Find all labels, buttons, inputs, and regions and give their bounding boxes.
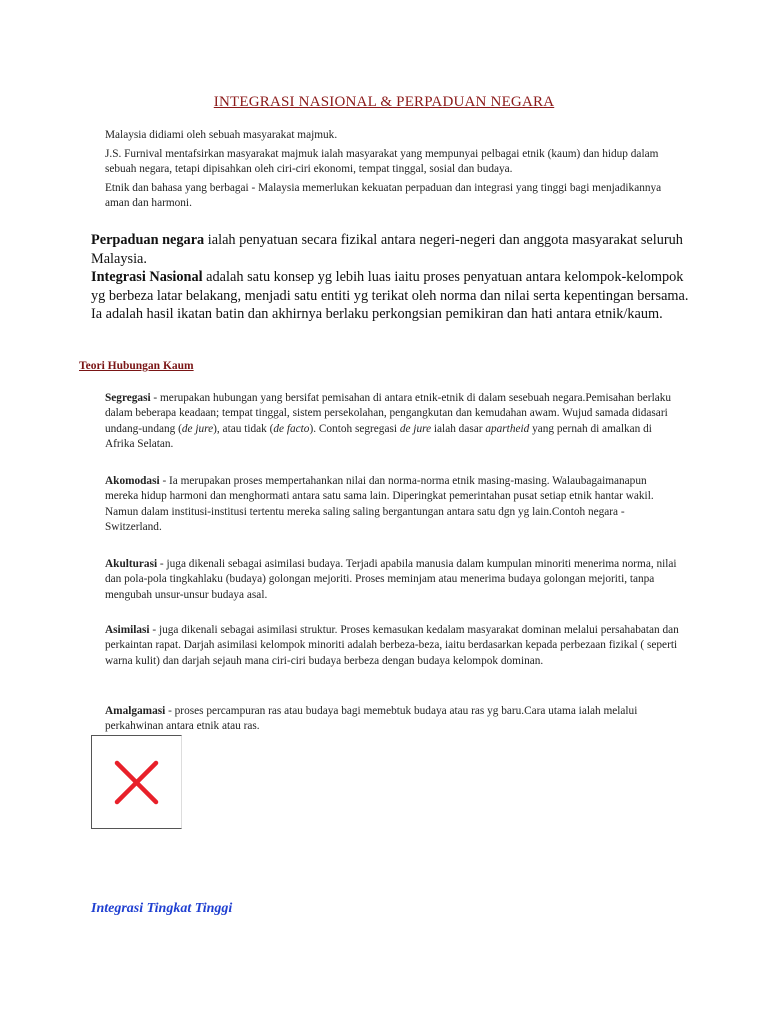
section-heading: Teori Hubungan Kaum [79, 360, 194, 372]
entry-text: - merupakan hubungan yang bersifat pemisahan di antara etnik-etnik di dalam sesebuah negara.Pemisahan berlaku dalam beberapa keadaan; tempat tinggal, sistem persekolahan, pengangkutan dan kemudahan awam. Wujud samada didasari undang-undang ( [105, 392, 672, 435]
intro-paragraph: J.S. Furnival mentafsirkan masyarakat majmuk ialah masyarakat yang mempunyai pelbagai etnik (kaum) dan hidup dalam sebuah negara, tetapi dipisahkan oleh ciri-ciri ekonomi, tempat tinggal, sosial dan budaya. [105, 147, 659, 175]
term-label: Akulturasi [105, 558, 158, 570]
broken-image-placeholder [91, 735, 182, 829]
definitions-section [91, 231, 691, 324]
entry-text: ialah dasar [431, 422, 486, 435]
term-label: Segregasi [105, 392, 151, 404]
entry-text: ). Contoh segregasi [309, 422, 400, 435]
definition-text: ialah penyatuan secara fizikal antara negeri-negeri dan anggota masyarakat seluruh Malaysia. [91, 232, 683, 267]
definition-integrasi [91, 268, 691, 324]
entry-text: yang pernah di amalkan di Afrika Selatan. [105, 422, 652, 450]
entry-akulturasi [105, 557, 680, 603]
intro-paragraph: Malaysia didiami oleh sebuah masyarakat majmuk. [105, 129, 338, 141]
entry-akomodasi [105, 474, 680, 535]
entry-text: - juga dikenali sebagai asimilasi struktur. Proses kemasukan kedalam masyarakat dominan melalui persahabatan dan perkaintan rapat. Darjah asimilasi kelompok minoriti adalah berbeza-beza, iaitu berdasarkan kepada perbezaan fizikal ( seperti warna kulit) dan darjah sejauh mana ciri-ciri budaya berbeza dengan budaya kelompok dominan. [105, 624, 679, 667]
term-label: Perpaduan negara [91, 232, 205, 248]
entry-text: - Ia merupakan proses mempertahankan nilai dan norma-norma etnik masing-masing. Walaubagaimanapun mereka hidup harmoni dan menghormati antara satu sama lain. Diperingkat pemerintahan pusat setiap etnik hantar wakil. Namun dalam institusi-institusi tertentu mereka saling saling bergantungan antara satu dgn yg lain.Contoh negara - Switzerland. [105, 475, 654, 533]
page-title: INTEGRASI NASIONAL & PERPADUAN NEGARA [213, 94, 555, 110]
entry-italic: de jure [181, 422, 214, 435]
entry-italic: de facto [273, 422, 310, 435]
entry-text: - juga dikenali sebagai asimilasi budaya. Terjadi apabila manusia dalam kumpulan minoriti menerima norma, nilai dan pola-pola tingkahlaku (budaya) golongan mejoriti. Proses meminjam atau menerima budaya golongan mejoriti, tanpa mengubah unsur-unsur budaya asal. [105, 558, 677, 601]
intro-paragraph: Etnik dan bahasa yang berbagai - Malaysia memerlukan kekuatan perpaduan dan integrasi yang tinggi bagi menjadikannya aman dan harmoni. [105, 181, 662, 209]
intro-section [105, 128, 665, 215]
entry-text: - proses percampuran ras atau budaya bagi memebtuk budaya atau ras yg baru.Cara utama ialah melalui perkahwinan antara etnik atau ras. [105, 705, 638, 733]
term-label: Akomodasi [105, 475, 160, 487]
term-label: Amalgamasi [105, 705, 166, 717]
definition-text: adalah satu konsep yg lebih luas iaitu proses penyatuan antara kelompok-kelompok yg berbeza latar belakang, menjadi satu entiti yg terikat oleh norma dan nilai serta kepentingan bersama. Ia adalah hasil ikatan batin dan akhirnya berlaku perkongsian pemikiran dan hati antara etnik/kaum. [91, 269, 689, 322]
entry-asimilasi [105, 623, 680, 669]
entry-italic: de jure [399, 422, 432, 435]
term-label: Asimilasi [105, 624, 150, 636]
entry-segregasi [105, 391, 680, 452]
entry-italic: apartheid [485, 422, 530, 435]
entry-amalgamasi [105, 704, 680, 735]
subheading-integrasi-tingkat-tinggi: Integrasi Tingkat Tinggi [91, 901, 233, 916]
term-label: Integrasi Nasional [91, 269, 203, 285]
entry-text: ), atau tidak ( [213, 422, 274, 435]
definition-perpaduan [91, 231, 691, 268]
red-x-icon [114, 760, 159, 805]
